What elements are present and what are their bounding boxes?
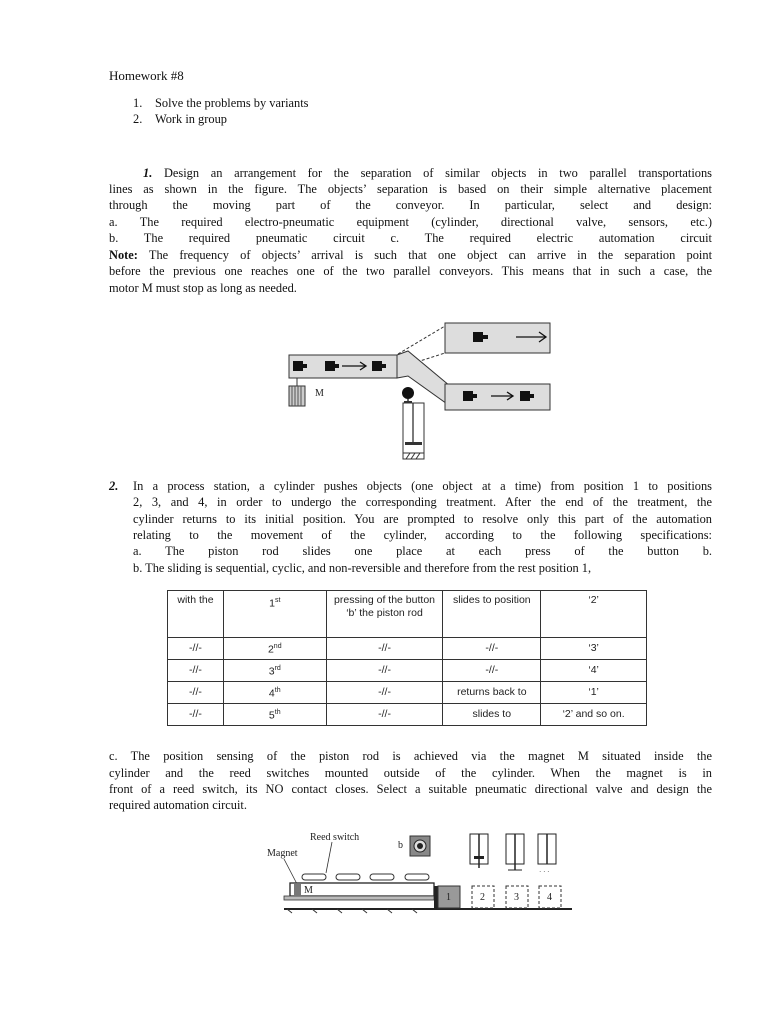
position-label: 1 (446, 892, 451, 903)
table-cell: -//- (326, 660, 443, 682)
treatment-cylinder (470, 834, 488, 868)
part-c-line: c. The position sensing of the piston rod is achieved via the magnet M situated inside the (109, 749, 712, 763)
problem2-line: b. The sliding is sequential, cyclic, and non-reversible and therefore from the rest position 1, (133, 561, 592, 575)
upper-conveyor (445, 323, 550, 353)
note-text: The frequency of objects’ arrival is such that one object can arrive in the separation point (148, 248, 713, 262)
cylinder-figure (262, 826, 572, 924)
table-cell: -//- (168, 704, 224, 726)
problem1-note-line: before the previous one reaches one of the two parallel conveyors. This means that in such a case, the (109, 264, 712, 278)
table-row (168, 682, 647, 704)
table-cell: -//- (326, 682, 443, 704)
problem1-note-line (109, 247, 712, 264)
motor (289, 386, 305, 406)
table-cell: ‘1’ (541, 682, 647, 704)
problem1-text: Design an arrangement for the separation of similar objects in two parallel transportations (163, 166, 712, 180)
table-row (168, 704, 647, 726)
reed-switch (370, 874, 394, 880)
pivot (402, 387, 414, 399)
table-cell: returns back to (443, 682, 541, 704)
table-cell: 4th (223, 682, 326, 704)
magnet-m-label: M (304, 885, 313, 896)
object-block (473, 332, 483, 342)
problem2-line: cylinder returns to its initial position. You are prompted to resolve only this part of the automation (133, 512, 712, 526)
part-c-line: required automation circuit. (109, 798, 247, 812)
problem1-line (109, 165, 712, 182)
table-cell: with the (168, 591, 224, 638)
treatment-cylinder (538, 834, 556, 876)
instruction-text: Solve the problems by variants (155, 96, 309, 110)
position-table (167, 590, 647, 726)
problem1-number: 1. (143, 166, 153, 180)
object-block (325, 361, 335, 371)
position-label: 2 (480, 892, 485, 903)
problem2-number: 2. (109, 479, 119, 493)
instruction-item (133, 95, 308, 112)
conveyor-figure (280, 318, 560, 463)
table-cell: slides to position (443, 591, 541, 638)
table-cell: 3rd (223, 660, 326, 682)
table-cell: -//- (443, 660, 541, 682)
note-label: Note: (109, 248, 138, 262)
instruction-text: Work in group (155, 112, 227, 126)
table-cell: -//- (168, 682, 224, 704)
table-cell: ‘2’ (541, 591, 647, 638)
position-label: 3 (514, 892, 519, 903)
problem2-line: 2, 3, and 4, in order to undergo the corresponding treatment. After the end of the treatment, the (133, 495, 712, 509)
button-b-label: b (398, 840, 403, 851)
page-title: Homework #8 (109, 68, 184, 83)
table-cell: ‘2’ and so on. (541, 704, 647, 726)
problem1-line: a. The required electro-pneumatic equipment (cylinder, directional valve, sensors, etc.) (109, 215, 712, 229)
table-cell: -//- (168, 660, 224, 682)
object-block (520, 391, 530, 401)
table-row (168, 660, 647, 682)
table-cell: 5th (223, 704, 326, 726)
part-c-line: front of a reed switch, its NO contact closes. Select a suitable pneumatic directional valve and design the (109, 782, 712, 796)
reed-switch (302, 874, 326, 880)
reed-switch-label: Reed switch (310, 832, 360, 843)
motor-label: M (315, 388, 324, 399)
reed-switch (405, 874, 429, 880)
object-block (293, 361, 303, 371)
table-cell: 1st (223, 591, 326, 638)
instruction-number: 1. (133, 96, 143, 110)
problem2-line: relating to the movement of the cylinder, according to the following specifications: (133, 528, 712, 542)
problem1-note-line: motor M must stop as long as needed. (109, 281, 297, 295)
problem2-line: In a process station, a cylinder pushes objects (one object at a time) from position 1 to positions (133, 479, 712, 493)
problem1-line: lines as shown in the figure. The objects’ separation is based on their simple alternative placement (109, 182, 712, 196)
table-cell: slides to (443, 704, 541, 726)
svg-text:· · ·: · · · (539, 868, 550, 876)
table-header-row (168, 591, 647, 638)
object-block (463, 391, 473, 401)
table-cell: ‘3’ (541, 638, 647, 660)
magnet-label: Magnet (267, 848, 298, 859)
part-c-line: cylinder and the reed switches mounted outside of the cylinder. When the magnet is in (109, 766, 712, 780)
table-cell: -//- (168, 638, 224, 660)
treatment-cylinder (506, 834, 524, 870)
problem1-line: through the moving part of the conveyor. In particular, select and design: (109, 198, 712, 212)
table-cell: ‘4’ (541, 660, 647, 682)
problem2-line: a. The piston rod slides one place at each press of the button b. (133, 544, 712, 558)
instruction-item (133, 111, 227, 128)
instruction-number: 2. (133, 112, 143, 126)
lower-conveyor (445, 384, 550, 410)
object-block (372, 361, 382, 371)
position-label: 4 (547, 892, 552, 903)
table-cell: pressing of the button ‘b’ the piston rod (326, 591, 443, 638)
table-cell: -//- (326, 638, 443, 660)
table-cell: 2nd (223, 638, 326, 660)
table-cell: -//- (326, 704, 443, 726)
reed-switch (336, 874, 360, 880)
table-row (168, 638, 647, 660)
problem1-line: b. The required pneumatic circuit c. The required electric automation circuit (109, 231, 712, 245)
table-cell: -//- (443, 638, 541, 660)
